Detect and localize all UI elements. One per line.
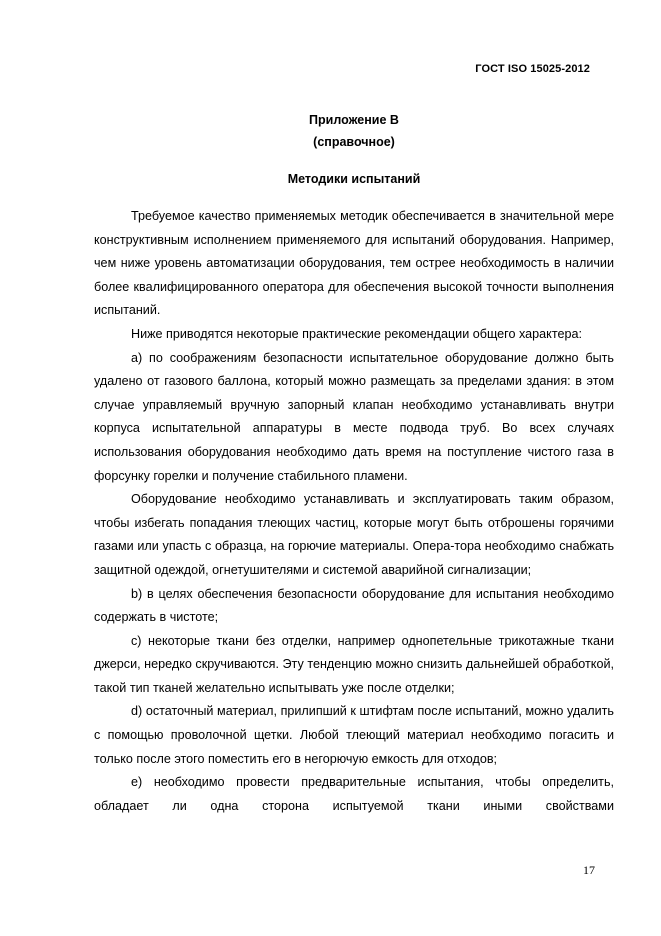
paragraph-recommendations-lead: Ниже приводятся некоторые практические рекомендации общего характера: (131, 326, 582, 341)
paragraph-item-a: a) по соображениям безопасности испытательное оборудование должно быть удалено от газового баллона, который можно размещать за пределами здания: в этом случае управляемый вручную запорный клапан необходимо устанавливать внутри корпуса испытательной аппаратуры в месте подвода труб. Во всех случаях использования оборудования необходимо дать время на поступление чистого газа в форсунку горелки и получение стабильного пламени. (94, 350, 614, 483)
page-number: 17 (583, 863, 595, 877)
paragraph-intro: Требуемое качество применяемых методик обеспечивается в значительной мере конструктивным исполнением применяемого для испытаний оборудования. Например, чем ниже уровень автоматизации оборудования, тем острее необходимость в наличии более квалифицированного оператора для обеспечения высокой точности выполнения испытаний. (94, 209, 614, 318)
appendix-subtitle: (справочное) (313, 135, 395, 149)
paragraph-item-b: b) в целях обеспечения безопасности оборудование для испытания необходимо содержать в чистоте; (94, 586, 614, 625)
paragraph-item-e: e) необходимо провести предварительные испытания, чтобы определить, обладает ли одна сторона испытуемой ткани иными свойствами (94, 775, 614, 813)
section-title: Методики испытаний (287, 172, 421, 186)
appendix-title: Приложение В (309, 113, 399, 127)
paragraph-equipment-safety: Оборудование необходимо устанавливать и эксплуатировать таким образом, чтобы избегать попадания тлеющих частиц, которые могут быть отброшены горячими газами или упасть с образца, на горючие материалы. Опера-тора необходимо снабжать защитной одеждой, огнетушителями и системой аварийной сигнализации; (94, 492, 614, 577)
standard-code: ГОСТ ISO 15025-2012 (475, 63, 590, 75)
body-text (94, 205, 614, 818)
paragraph-item-d: d) остаточный материал, прилипший к штифтам после испытаний, можно удалить с помощью проволочной щетки. Любой тлеющий материал необходимо погасить и только после этого поместить его в негорючую емкость для отходов; (94, 704, 614, 766)
paragraph-item-c: c) некоторые ткани без отделки, например однопетельные трикотажные ткани джерси, нередко скручиваются. Эту тенденцию можно снизить дальнейшей обработкой, такой тип тканей желательно испытывать уже после отделки; (94, 633, 614, 695)
